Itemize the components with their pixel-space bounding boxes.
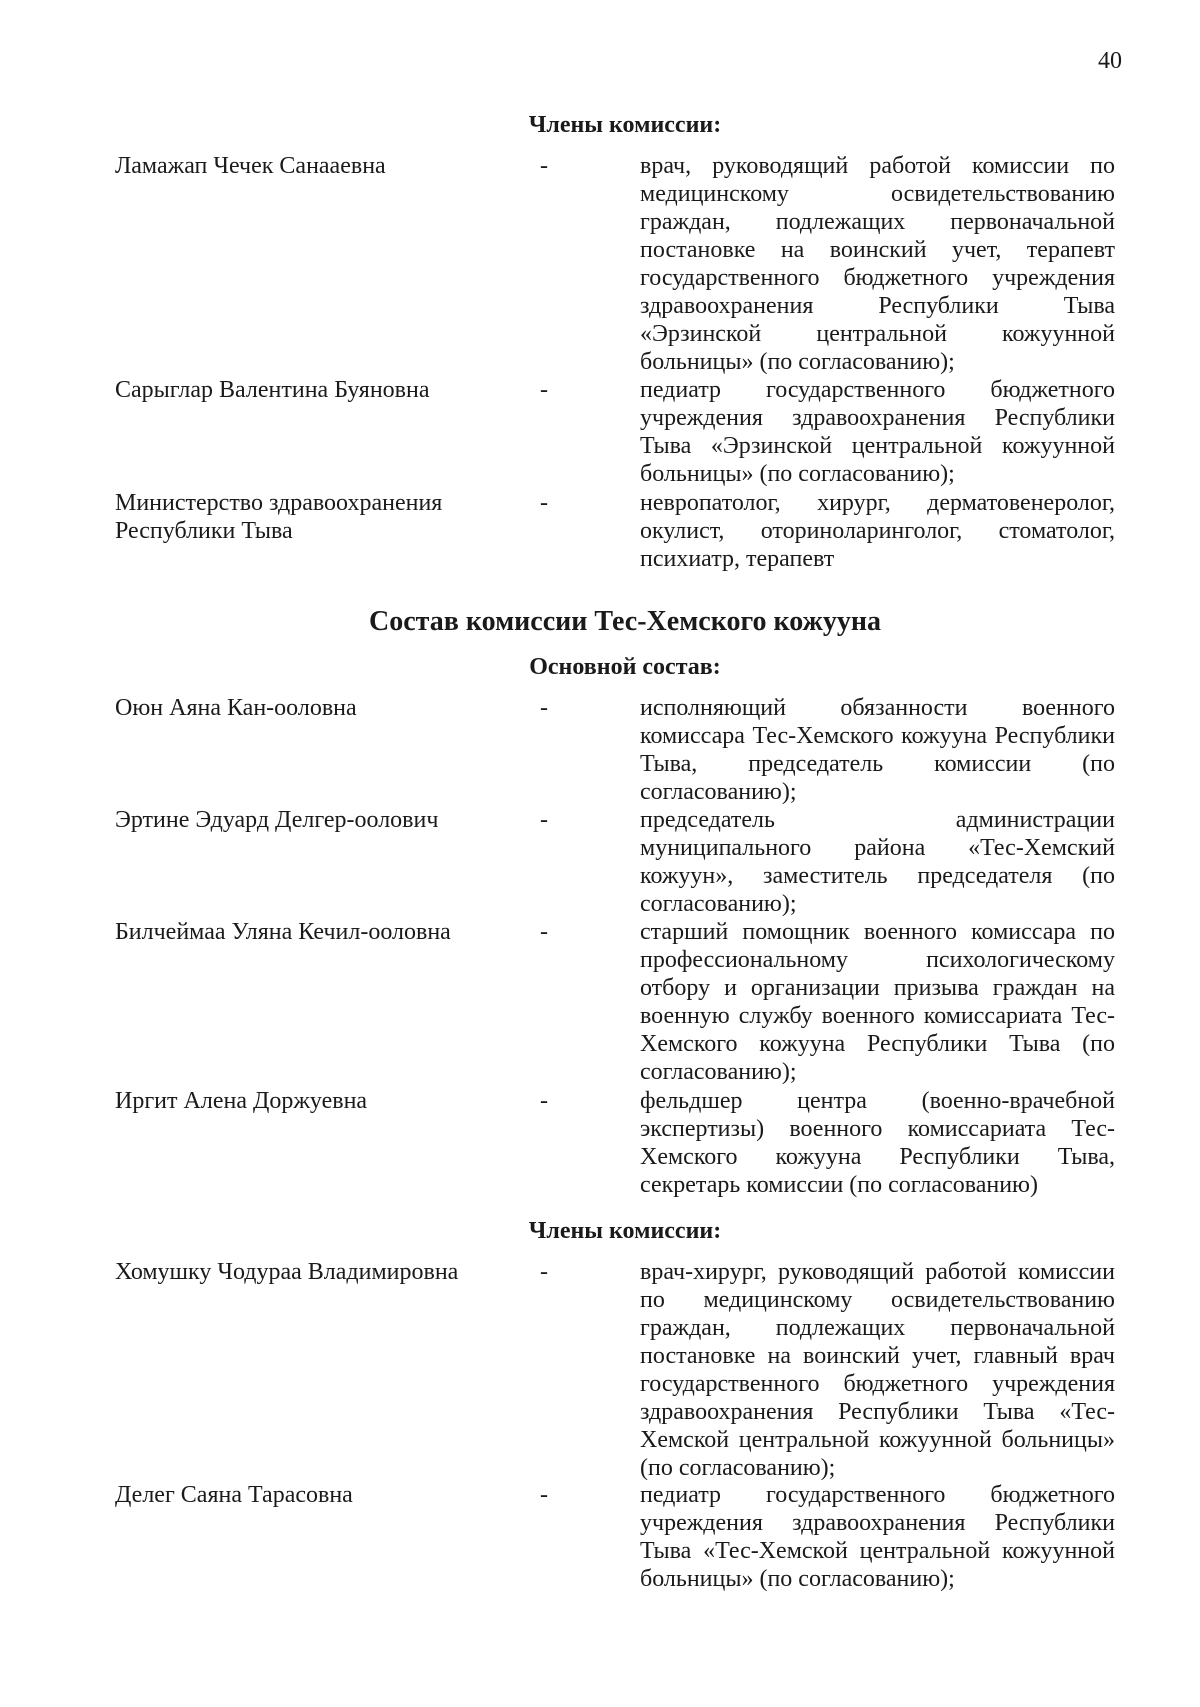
members-heading-1: Члены комиссии: [528, 112, 722, 138]
composition-title: Состав комиссии Тес-Хемского кожууна [369, 606, 881, 637]
dash-separator: - [540, 919, 548, 945]
member-description: фельдшер центра (военно-врачебной экспертизы) военного комиссариата Тес-Хемского кожууна Республики Тыва, секретарь комиссии (по согласованию) [640, 1088, 1115, 1198]
member-entry [115, 1481, 1115, 1593]
dash-separator: - [540, 1482, 548, 1508]
member-description: врач-хирург, руководящий работой комиссии по медицинскому освидетельствованию граждан, подлежащих первоначальной постановке на воинский учет, главный врач государственного бюджетного учреждения здравоохранения Республики Тыва «Тес-Хемской центральной кожуунной больницы» (по согласованию); [640, 1259, 1115, 1481]
member-name: Хомушку Чодураа Владимировна [115, 1259, 459, 1285]
dash-separator: - [540, 490, 548, 516]
member-entry [115, 918, 1115, 1086]
member-name: Билчеймаа Уляна Кечил-ооловна [115, 919, 451, 945]
member-description: педиатр государственного бюджетного учреждения здравоохранения Республики Тыва «Тес-Хемской центральной кожуунной больницы» (по согласованию); [640, 1482, 1115, 1592]
dash-separator: - [540, 377, 548, 403]
dash-separator: - [540, 807, 548, 833]
member-name: Ламажап Чечек Санааевна [115, 153, 386, 179]
member-name: Иргит Алена Доржуевна [115, 1088, 368, 1114]
member-entry [115, 1087, 1115, 1199]
member-entry [115, 152, 1115, 376]
member-entry [115, 806, 1115, 918]
member-description: председатель администрации муниципального района «Тес-Хемский кожуун», заместитель председателя (по согласованию); [640, 807, 1115, 917]
member-description: исполняющий обязанности военного комиссара Тес-Хемского кожууна Республики Тыва, председатель комиссии (по согласованию); [640, 695, 1115, 805]
members-heading-2: Члены комиссии: [528, 1218, 722, 1244]
member-entry [115, 694, 1115, 806]
member-name: Министерство здравоохранения Республики Тыва [115, 490, 443, 544]
dash-separator: - [540, 153, 548, 179]
member-description: невропатолог, хирург, дерматовенеролог, окулист, оториноларинголог, стоматолог, психиатр, терапевт [640, 490, 1115, 572]
member-description: врач, руководящий работой комиссии по медицинскому освидетельствованию граждан, подлежащих первоначальной постановке на воинский учет, терапевт государственного бюджетного учреждения здравоохранения Республики Тыва «Эрзинской центральной кожуунной больницы» (по согласованию); [640, 153, 1115, 375]
dash-separator: - [540, 1088, 548, 1114]
member-name: Оюн Аяна Кан-ооловна [115, 695, 357, 721]
member-name: Эртине Эдуард Делгер-оолович [115, 807, 439, 833]
member-description: педиатр государственного бюджетного учреждения здравоохранения Республики Тыва «Эрзинской центральной кожуунной больницы» (по согласованию); [640, 377, 1115, 487]
dash-separator: - [540, 1259, 548, 1285]
member-entry [115, 1258, 1115, 1482]
member-name: Делег Саяна Тарасовна [115, 1482, 353, 1508]
page-number: 40 [1098, 48, 1122, 74]
dash-separator: - [540, 695, 548, 721]
member-entry [115, 376, 1115, 488]
member-name: Сарыглар Валентина Буяновна [115, 377, 430, 403]
member-description: старший помощник военного комиссара по профессиональному психологическому отбору и организации призыва граждан на военную службу военного комиссариата Тес-Хемского кожууна Республики Тыва (по согласованию); [640, 919, 1115, 1085]
main-composition-heading: Основной состав: [529, 654, 721, 680]
member-entry [115, 489, 1115, 573]
